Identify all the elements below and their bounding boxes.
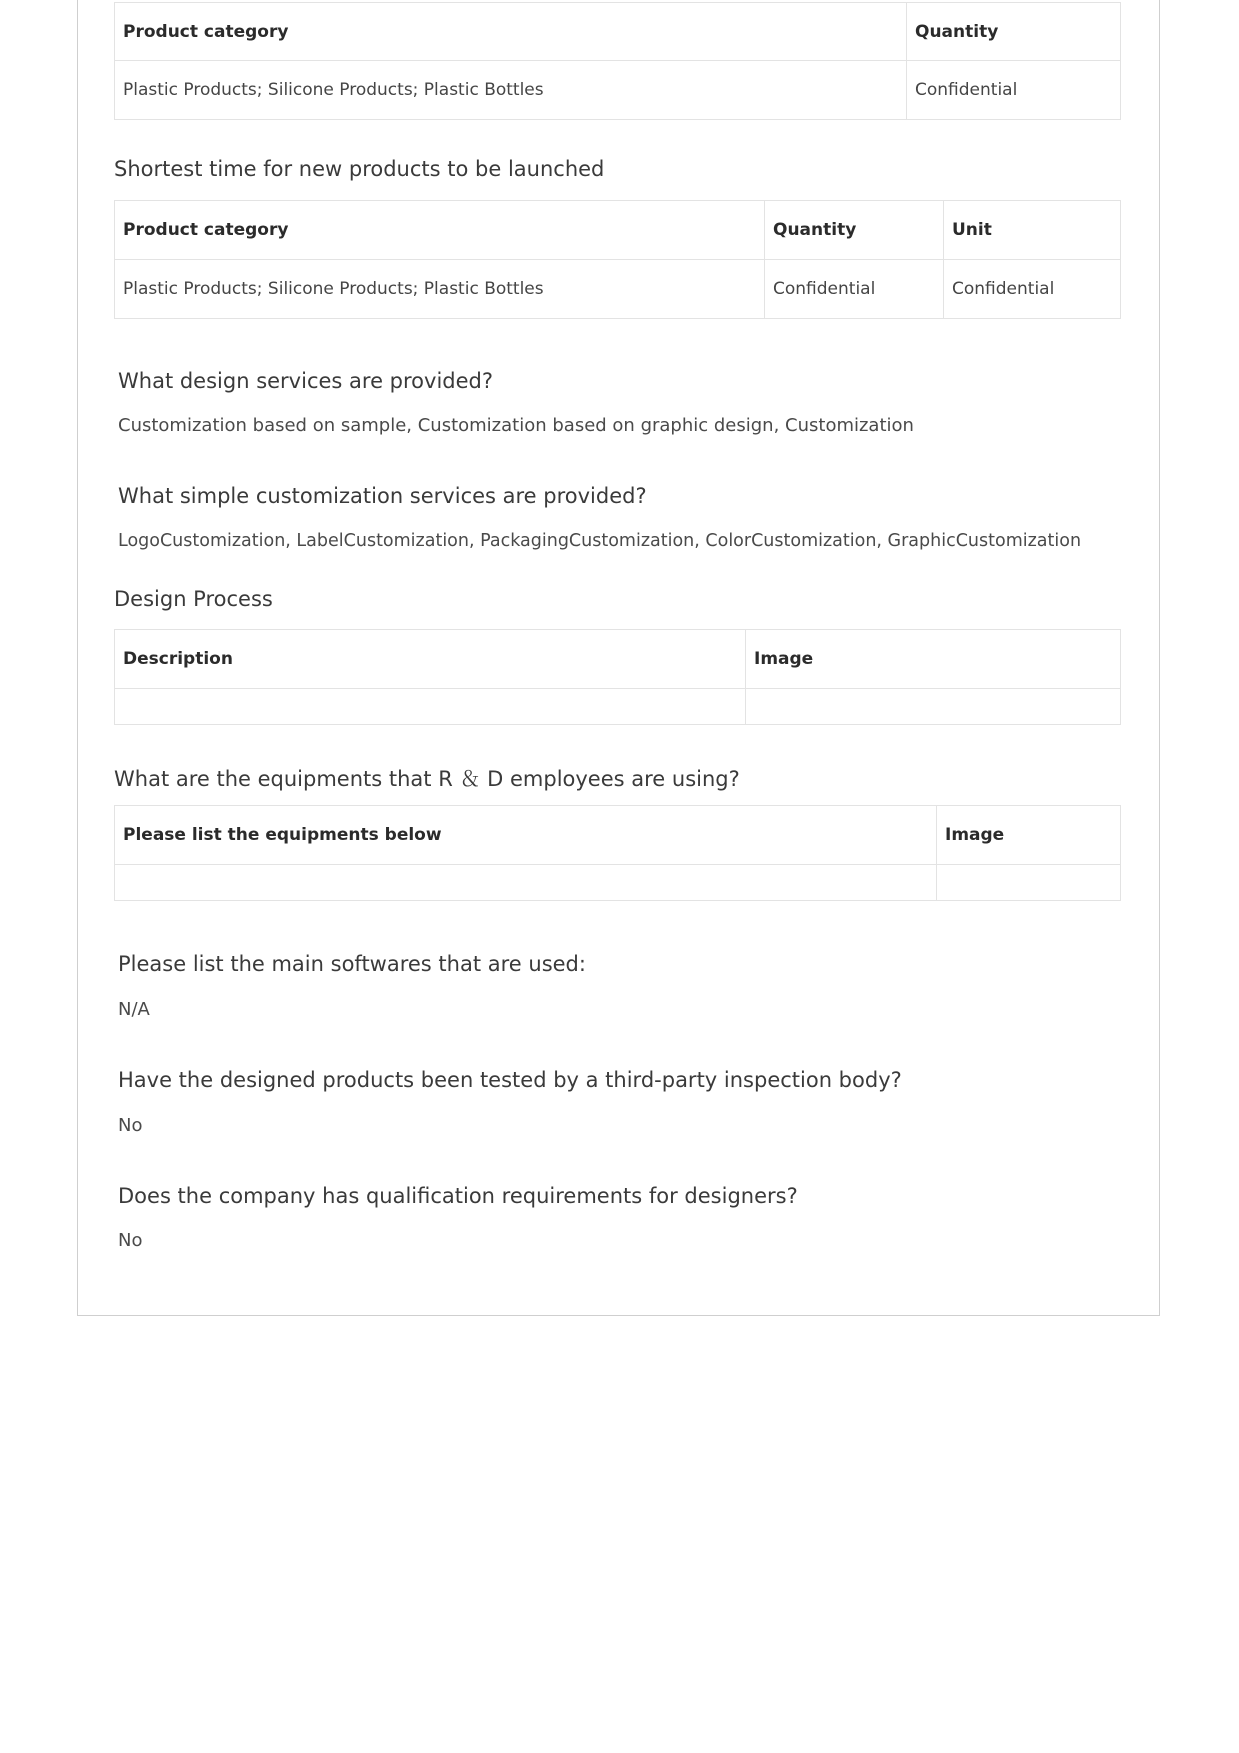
table-cell: Confidential <box>907 61 1121 120</box>
softwares-answer: N/A <box>118 999 150 1020</box>
simple-customization-answer: LogoCustomization, LabelCustomization, PackagingCustomization, ColorCustomization, GraphicCustomization <box>118 531 1082 551</box>
column-header: Unit <box>944 201 1121 260</box>
design-services-answer: Customization based on sample, Customization based on graphic design, Customization <box>118 415 914 436</box>
shortest-time-table <box>114 200 1121 319</box>
column-header: Image <box>746 630 1121 689</box>
column-header: Image <box>937 806 1121 865</box>
design-services-question: What design services are provided? <box>118 369 494 393</box>
equipments-table <box>114 805 1121 901</box>
table-cell <box>115 865 937 901</box>
table-header-row <box>115 630 1121 689</box>
design-process-heading: Design Process <box>114 587 273 611</box>
table-cell: Plastic Products; Silicone Products; Plastic Bottles <box>115 260 765 319</box>
column-header: Please list the equipments below <box>115 806 937 865</box>
table-header-row <box>115 3 1121 61</box>
shortest-time-heading: Shortest time for new products to be launched <box>114 157 605 181</box>
table-cell <box>115 689 746 725</box>
product-quantity-table <box>114 2 1121 120</box>
third-party-answer: No <box>118 1115 143 1136</box>
column-header: Product category <box>115 201 765 260</box>
table-row <box>115 61 1121 120</box>
table-row <box>115 689 1121 725</box>
table-cell: Plastic Products; Silicone Products; Plastic Bottles <box>115 61 907 120</box>
softwares-question: Please list the main softwares that are used: <box>118 952 586 976</box>
qualification-question: Does the company has qualification requirements for designers? <box>118 1184 798 1208</box>
design-process-table <box>114 629 1121 725</box>
table-cell <box>937 865 1121 901</box>
equipments-heading: What are the equipments that R ＆ D employees are using? <box>114 767 740 791</box>
simple-customization-question: What simple customization services are provided? <box>118 484 647 508</box>
table-cell <box>746 689 1121 725</box>
table-header-row <box>115 806 1121 865</box>
table-header-row <box>115 201 1121 260</box>
column-header: Description <box>115 630 746 689</box>
table-row <box>115 865 1121 901</box>
table-cell: Confidential <box>765 260 944 319</box>
third-party-question: Have the designed products been tested by a third-party inspection body? <box>118 1068 902 1092</box>
column-header: Quantity <box>907 3 1121 61</box>
column-header: Product category <box>115 3 907 61</box>
column-header: Quantity <box>765 201 944 260</box>
table-cell: Confidential <box>944 260 1121 319</box>
qualification-answer: No <box>118 1230 143 1251</box>
table-row <box>115 260 1121 319</box>
